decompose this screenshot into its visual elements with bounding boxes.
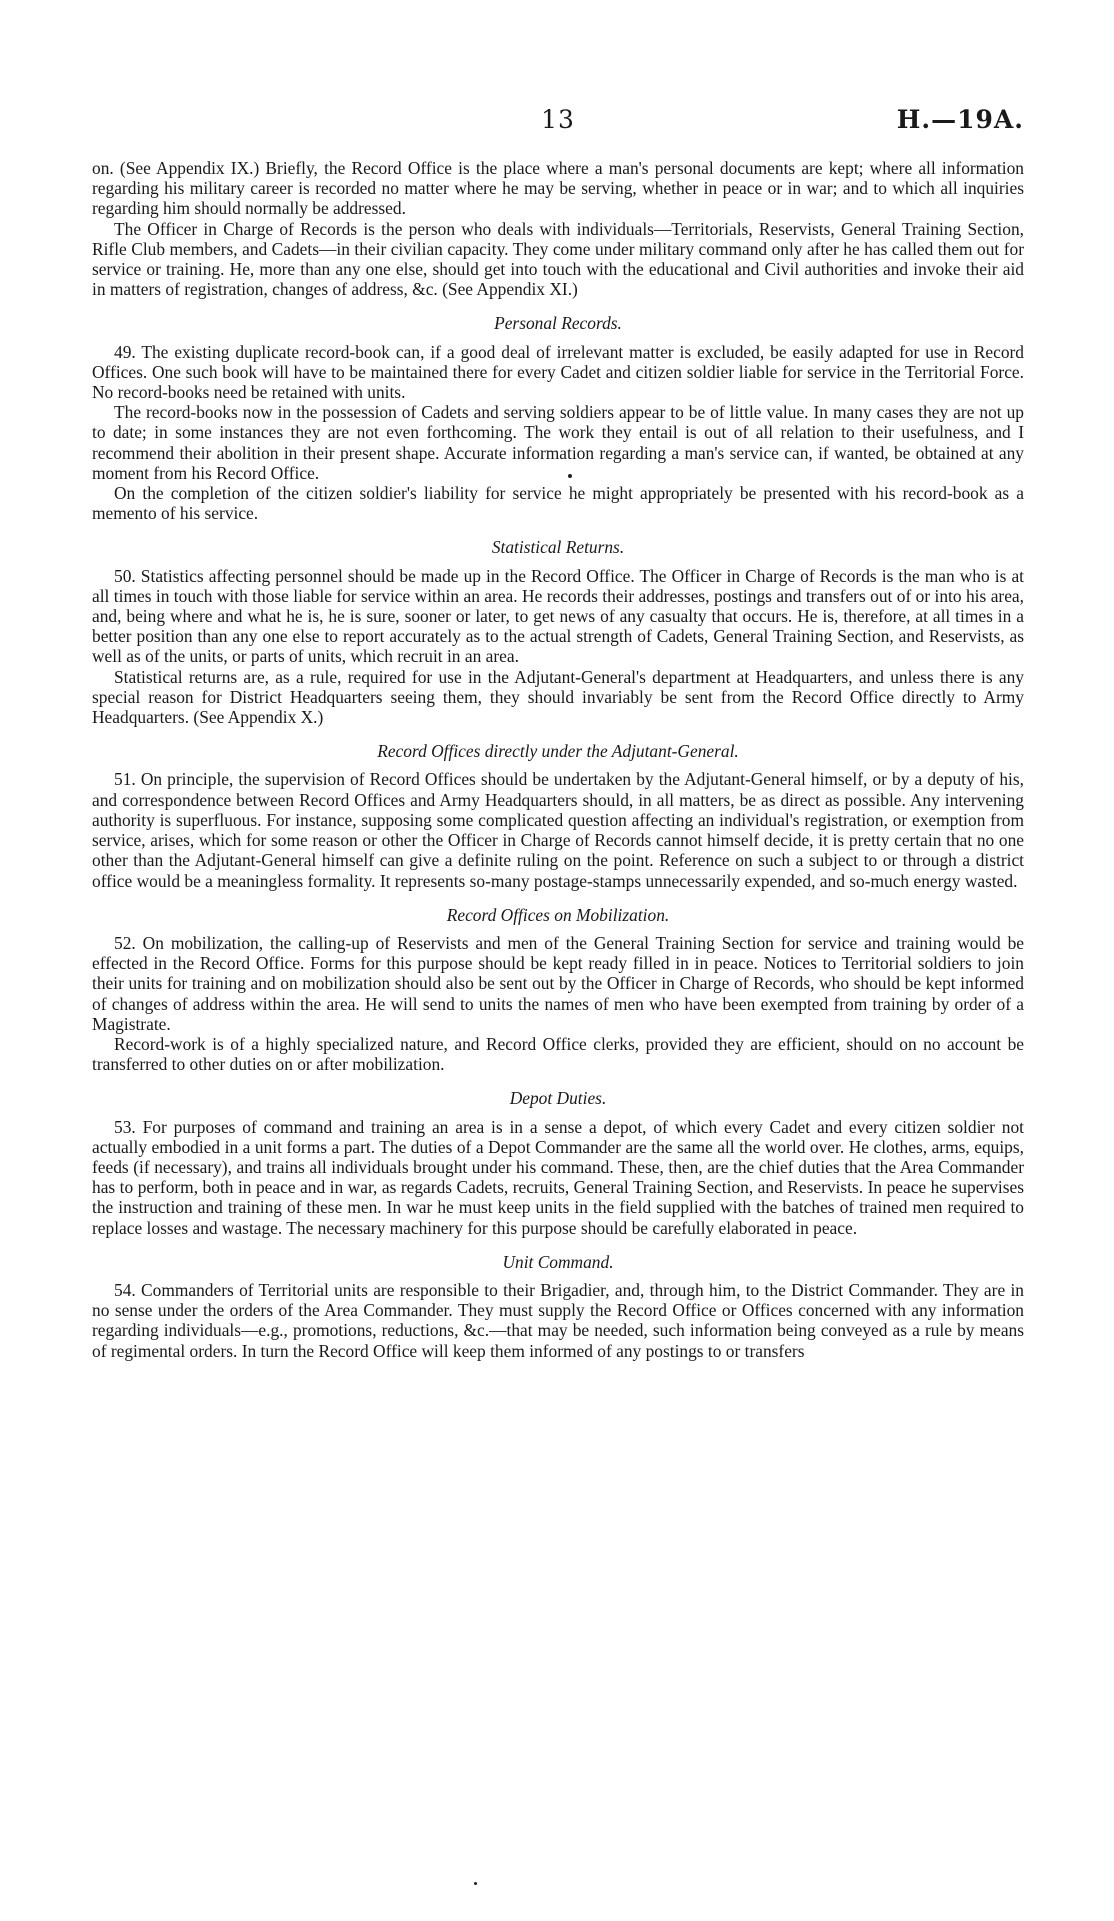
paragraph-record-books: The record-books now in the possession of Cadets and serving soldiers appear to be of little value. In many cases they are not up to date; in some instances they are not even forthcoming. The work they entail is out of all relation to their usefulness, and I recommend their abolition in their present shape. Accurate information regarding a man's service can, if wanted, be obtained at any moment from his Record Office. [92,402,1024,483]
stray-mark-bottom [474,1882,477,1885]
document-reference: H.—19A. [896,105,1024,134]
page-header [92,105,1024,145]
section-heading-unit-command: Unit Command. [502,1251,614,1272]
section-heading-mobilization: Record Offices on Mobilization. [446,904,670,925]
section-heading-depot-duties: Depot Duties. [509,1088,607,1109]
section-heading-adjutant-general: Record Offices directly under the Adjutant-General. [377,741,739,762]
paragraph-49: 49. The existing duplicate record-book can, if a good deal of irrelevant matter is excluded, be easily adapted for use in Record Offices. One such book will have to be maintained there for every Cadet and citizen soldier liable for service in the Territorial Force. No record-books need be retained with units. [92,341,1024,403]
paragraph-51: 51. On principle, the supervision of Record Offices should be undertaken by the Adjutant-General himself, or by a deputy of his, and correspondence between Record Offices and Army Headquarters should, in all matters, be as direct as possible. Any intervening authority is superfluous. For instance, supposing some complicated question affecting an individual's registration, or exemption from service, arises, which for some reason or other the Officer in Charge of Records cannot himself decide, it is pretty certain that no one other than the Adjutant-General himself can give a definite ruling on the point. Reference on such a subject to or through a district office would be a meaningless formality. It represents so-many postage-stamps unnecessarily expended, and so-much energy wasted. [92,769,1024,891]
paragraph-continuation: on. (See Appendix IX.) Briefly, the Record Office is the place where a man's personal documents are kept; where all information regarding his military career is recorded no matter where he may be serving, whether in peace or in war; and to which all inquiries regarding him should normally be addressed. [92,158,1024,219]
paragraph-53: 53. For purposes of command and training an area is in a sense a depot, of which every Cadet and every citizen soldier not actually embodied in a unit forms a part. The duties of a Depot Commander are the same all the world over. He clothes, arms, equips, feeds (if necessary), and trains all individuals brought under his command. These, then, are the chief duties that the Area Commander has to perform, both in peace and in war, as regards Cadets, recruits, General Training Section, and Reservists. In peace he supervises the instruction and training of these men. In war he must keep units in the field supplied with the batches of trained men required to replace losses and wastage. The necessary machinery for this purpose should be carefully elaborated in peace. [92,1116,1024,1238]
section-heading-personal-records: Personal Records. [494,313,622,334]
paragraph-52: 52. On mobilization, the calling-up of Reservists and men of the General Training Section for service and training would be effected in the Record Office. Forms for this purpose should be kept ready filled in in peace. Notices to Territorial soldiers to join their units for training and on mobilization should also be sent out by the Officer in Charge of Records, who should be kept informed of changes of address within the area. He will send to units the names of men who have been exempted from training by order of a Magistrate. [92,932,1024,1034]
stray-mark [568,474,572,478]
paragraph-50: 50. Statistics affecting personnel should be made up in the Record Office. The Officer in Charge of Records is the man who is at all times in touch with those liable for service within an area. He records their addresses, postings and transfers out of or into his area, and, being where and what he is, he is sure, sooner or later, to get news of any casualty that occurs. He is, therefore, at all times in a better position than any one else to report accurately as to the actual strength of Cadets, General Training Section, and Reservists, as well as of the units, or parts of units, which recruit in an area. [92,565,1024,667]
section-heading-statistical-returns: Statistical Returns. [491,537,625,558]
page-number: 13 [541,105,575,134]
document-body [92,158,1024,1361]
paragraph-statistical-returns: Statistical returns are, as a rule, required for use in the Adjutant-General's department at Headquarters, and unless there is any special reason for District Headquarters seeing them, they should invariably be sent from the Record Office directly to Army Headquarters. (See Appendix X.) [92,666,1024,728]
paragraph-record-officer: The Officer in Charge of Records is the person who deals with individuals—Territorials, Reservists, General Training Section, Rifle Club members, and Cadets—in their civilian capacity. They come under military command only after he has called them out for service or training. He, more than any one else, should get into touch with the educational and Civil authorities and invoke their aid in matters of registration, changes of address, &c. (See Appendix XI.) [92,218,1024,300]
paragraph-record-work: Record-work is of a highly specialized nature, and Record Office clerks, provided they are efficient, should on no account be transferred to other duties on or after mobilization. [92,1033,1024,1075]
paragraph-54: 54. Commanders of Territorial units are responsible to their Brigadier, and, through him, to the District Commander. They are in no sense under the orders of the Area Commander. They must supply the Record Office or Offices concerned with any information regarding individuals—e.g., promotions, reductions, &c.—that may be needed, such information being conveyed as a rule by means of regimental orders. In turn the Record Office will keep them informed of any postings to or transfers [92,1279,1024,1361]
paragraph-memento: On the completion of the citizen soldier's liability for service he might appropriately be presented with his record-book as a memento of his service. [92,483,1024,524]
